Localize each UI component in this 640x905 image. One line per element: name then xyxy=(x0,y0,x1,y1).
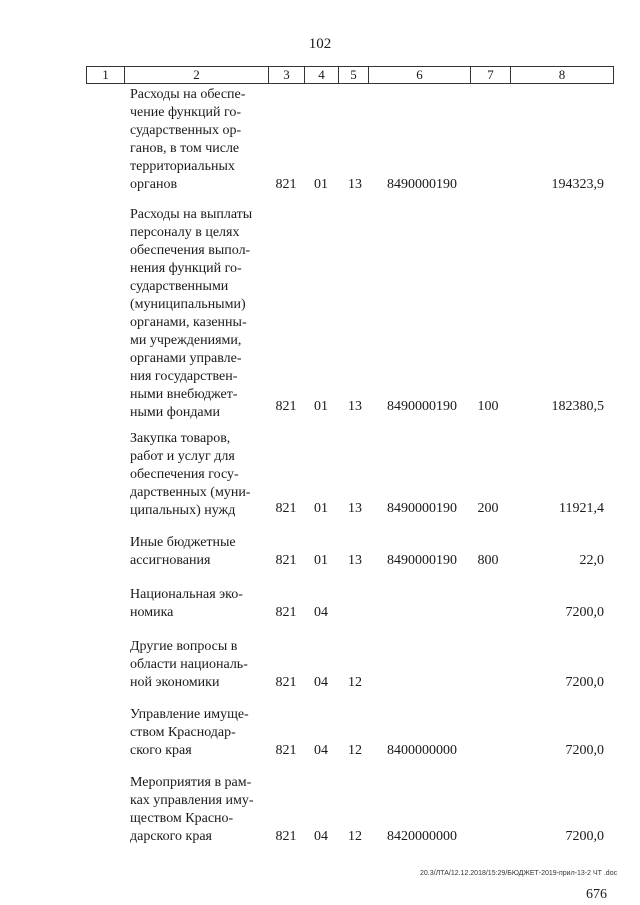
row-col-7: 200 xyxy=(477,501,499,516)
row-description: Расходы на обеспе- чение функций го- сударственных ор- ганов, в том числе территориальных органов xyxy=(130,87,246,192)
row-col-4: 01 xyxy=(314,399,328,414)
row-col-5: 13 xyxy=(348,553,362,568)
row-col-6: 8490000190 xyxy=(387,399,457,414)
row-col-8: 182380,5 xyxy=(551,399,604,414)
header-col-4: 4 xyxy=(305,67,339,83)
row-col-4: 01 xyxy=(314,553,328,568)
row-col-5: 12 xyxy=(348,743,362,758)
row-col-5: 13 xyxy=(348,177,362,192)
corner-page-number: 676 xyxy=(586,887,607,902)
row-col-3: 821 xyxy=(275,675,297,690)
header-col-5: 5 xyxy=(339,67,369,83)
row-col-5: 12 xyxy=(348,675,362,690)
header-col-2: 2 xyxy=(125,67,269,83)
row-col-4: 04 xyxy=(314,743,328,758)
row-col-4: 01 xyxy=(314,177,328,192)
row-col-8: 11921,4 xyxy=(559,501,604,516)
row-col-4: 04 xyxy=(314,605,328,620)
row-col-3: 821 xyxy=(275,605,297,620)
row-col-4: 04 xyxy=(314,829,328,844)
row-col-7: 100 xyxy=(477,399,499,414)
row-col-6: 8490000190 xyxy=(387,177,457,192)
row-col-3: 821 xyxy=(275,399,297,414)
row-col-4: 01 xyxy=(314,501,328,516)
row-col-7: 800 xyxy=(477,553,499,568)
row-col-6: 8490000190 xyxy=(387,553,457,568)
row-col-3: 821 xyxy=(275,553,297,568)
row-col-5: 13 xyxy=(348,501,362,516)
row-col-5: 13 xyxy=(348,399,362,414)
page-number: 102 xyxy=(308,36,332,52)
row-col-8: 7200,0 xyxy=(565,743,604,758)
header-col-8: 8 xyxy=(558,67,566,82)
row-col-3: 821 xyxy=(275,501,297,516)
header-col-6: 6 xyxy=(369,67,471,83)
header-col-1: 1 xyxy=(87,67,125,83)
header-col-3: 3 xyxy=(269,67,305,83)
row-description: Мероприятия в рам- ках управления иму- ществом Красно- дарского края xyxy=(130,775,254,844)
row-col-3: 821 xyxy=(275,829,297,844)
document-footer-path: 20.3/ЛТА/12.12.2018/15:29/БЮДЖЕТ-2019-прил-13-2 ЧТ .doc xyxy=(420,870,618,877)
row-col-6: 8420000000 xyxy=(387,829,457,844)
header-col-7: 7 xyxy=(471,67,511,83)
row-description: Национальная эко- номика xyxy=(130,587,243,620)
row-col-8: 22,0 xyxy=(579,553,604,568)
row-description: Управление имуще- ством Краснодар- ского края xyxy=(130,707,249,758)
row-col-4: 04 xyxy=(314,675,328,690)
row-description: Другие вопросы в области националь- ной экономики xyxy=(130,639,248,690)
row-description: Закупка товаров, работ и услуг для обеспечения госу- дарственных (муни- ципальных) нужд xyxy=(130,431,251,518)
row-col-8: 7200,0 xyxy=(565,829,604,844)
row-description: Расходы на выплаты персоналу в целях обеспечения выпол- нения функций го- сударственными (муниципальными) органами, казенны- ми учреждениями, органами управле- ния государствен- ными внебюджет- ными фондами xyxy=(130,207,253,420)
table-header xyxy=(86,66,614,84)
row-col-3: 821 xyxy=(275,177,297,192)
row-col-8: 194323,9 xyxy=(551,177,604,192)
row-col-8: 7200,0 xyxy=(565,605,604,620)
row-col-5: 12 xyxy=(348,829,362,844)
row-description: Иные бюджетные ассигнования xyxy=(130,535,236,568)
row-col-8: 7200,0 xyxy=(565,675,604,690)
row-col-6: 8400000000 xyxy=(387,743,457,758)
row-col-6: 8490000190 xyxy=(387,501,457,516)
row-col-3: 821 xyxy=(275,743,297,758)
